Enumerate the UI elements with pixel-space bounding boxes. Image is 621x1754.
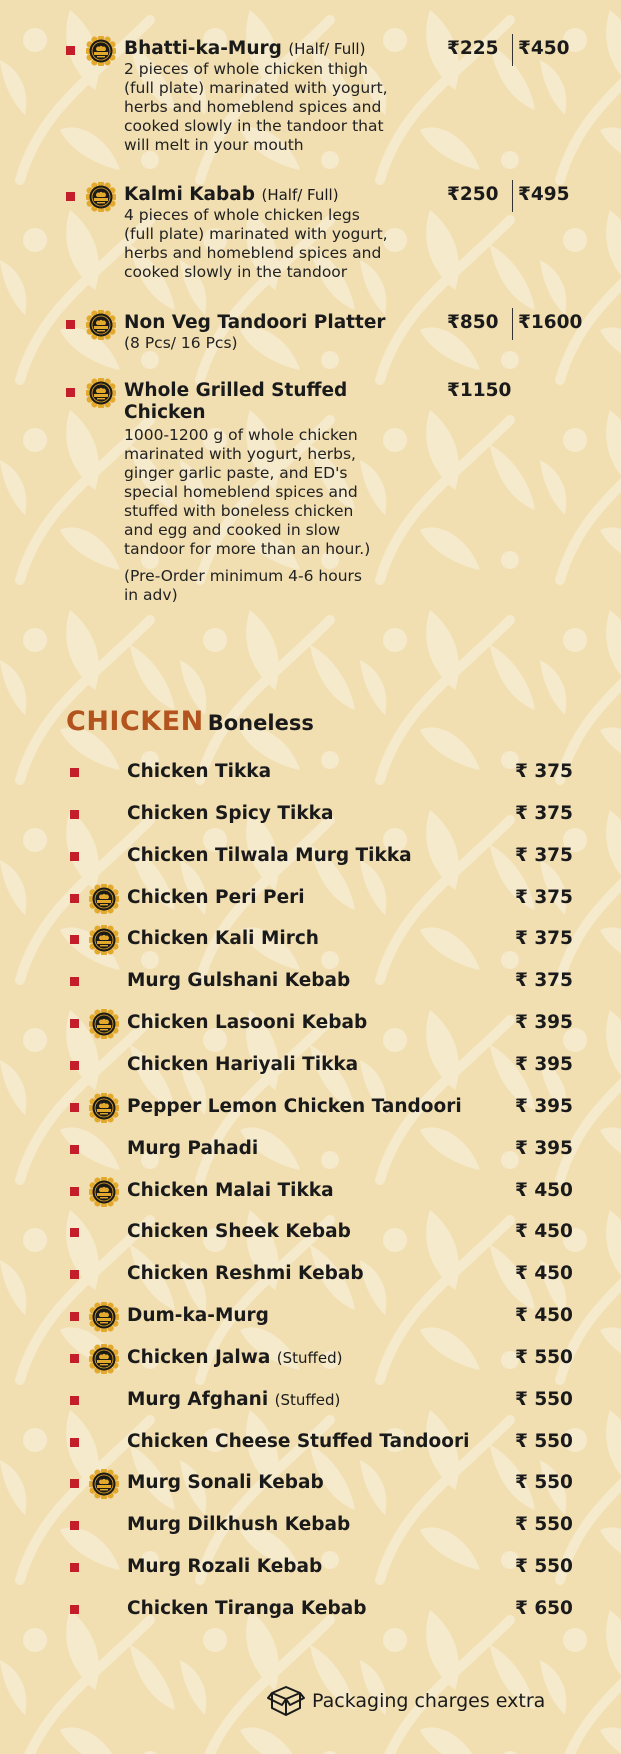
price-half: ₹850 bbox=[447, 312, 499, 333]
menu-item bbox=[0, 1177, 621, 1207]
bullet-marker bbox=[70, 1187, 79, 1196]
bullet-marker bbox=[70, 1019, 79, 1028]
bullet-marker bbox=[66, 320, 75, 329]
item-name: Chicken Tikka bbox=[127, 761, 272, 782]
item-name: Whole Grilled Stuffed Chicken bbox=[124, 380, 348, 423]
chef-special-badge-icon bbox=[89, 1177, 119, 1207]
item-name: Chicken Spicy Tikka bbox=[127, 803, 334, 824]
portion-label: (8 Pcs/ 16 Pcs) bbox=[124, 334, 238, 352]
price-divider bbox=[512, 308, 513, 340]
item-name: Murg Gulshani Kebab bbox=[127, 970, 351, 991]
bullet-marker bbox=[70, 1145, 79, 1154]
bullet-marker bbox=[70, 852, 79, 861]
item-name: Murg Pahadi bbox=[127, 1138, 259, 1159]
item-description: 1000-1200 g of whole chicken marinated with yogurt, herbs, ginger garlic paste, and ED's special homeblend spices and stuffed with boneless chicken and egg and cooked in slow tandoor for more than an hour.) bbox=[124, 426, 371, 558]
item-note: (Pre-Order minimum 4-6 hours in adv) bbox=[124, 567, 362, 604]
item-price: ₹ 550 bbox=[515, 1472, 573, 1493]
menu-item bbox=[0, 1260, 621, 1290]
chef-special-badge-icon bbox=[86, 36, 116, 66]
menu-item bbox=[0, 1051, 621, 1081]
item-name: Chicken Tiranga Kebab bbox=[127, 1598, 367, 1619]
item-name: Chicken Tilwala Murg Tikka bbox=[127, 845, 412, 866]
bullet-marker bbox=[70, 1479, 79, 1488]
item-price: ₹ 450 bbox=[515, 1221, 573, 1242]
menu-item bbox=[0, 1093, 621, 1123]
chef-special-badge-icon bbox=[86, 378, 116, 408]
footer-note bbox=[264, 1684, 584, 1718]
item-price: ₹ 650 bbox=[515, 1598, 573, 1619]
item-name: Chicken Cheese Stuffed Tandoori bbox=[127, 1431, 470, 1452]
item-name: Chicken Lasooni Kebab bbox=[127, 1012, 368, 1033]
bullet-marker bbox=[70, 1312, 79, 1321]
bullet-marker bbox=[70, 1521, 79, 1530]
item-name: Dum-ka-Murg bbox=[127, 1305, 269, 1326]
item-price: ₹ 395 bbox=[515, 1138, 573, 1159]
menu-item bbox=[0, 1428, 621, 1458]
menu-item bbox=[0, 1302, 621, 1332]
menu-item bbox=[0, 1553, 621, 1583]
portion-label: (Half/ Full) bbox=[261, 186, 339, 204]
bullet-marker bbox=[70, 1354, 79, 1363]
item-name: Murg Afghani (Stuffed) bbox=[127, 1389, 341, 1410]
item-name: Murg Sonali Kebab bbox=[127, 1472, 324, 1493]
item-price: ₹ 375 bbox=[515, 887, 573, 908]
price-half: ₹250 bbox=[447, 184, 499, 205]
bullet-marker bbox=[70, 810, 79, 819]
section-subtitle: Boneless bbox=[207, 711, 314, 735]
menu-item bbox=[0, 1386, 621, 1416]
chef-special-badge-icon bbox=[89, 884, 119, 914]
item-price: ₹ 550 bbox=[515, 1431, 573, 1452]
chef-special-badge-icon bbox=[89, 1344, 119, 1374]
chef-special-badge-icon bbox=[89, 1009, 119, 1039]
menu-item bbox=[0, 1344, 621, 1374]
item-name: Chicken Jalwa (Stuffed) bbox=[127, 1347, 343, 1368]
item-price: ₹ 375 bbox=[515, 928, 573, 949]
item-name: Murg Rozali Kebab bbox=[127, 1556, 323, 1577]
portion-label: (Half/ Full) bbox=[288, 40, 366, 58]
bullet-marker bbox=[66, 46, 75, 55]
bullet-marker bbox=[70, 977, 79, 986]
bullet-marker bbox=[66, 192, 75, 201]
bullet-marker bbox=[70, 1228, 79, 1237]
price-divider bbox=[512, 180, 513, 212]
item-name: Chicken Reshmi Kebab bbox=[127, 1263, 364, 1284]
item-name: Bhatti-ka-Murg (Half/ Full) bbox=[124, 38, 366, 59]
item-price: ₹ 375 bbox=[515, 845, 573, 866]
item-price: ₹ 395 bbox=[515, 1012, 573, 1033]
item-name: Chicken Malai Tikka bbox=[127, 1180, 334, 1201]
menu-item bbox=[0, 1511, 621, 1541]
chef-special-badge-icon bbox=[89, 1302, 119, 1332]
item-price: ₹ 450 bbox=[515, 1180, 573, 1201]
menu-item bbox=[0, 1469, 621, 1499]
bullet-marker bbox=[70, 1605, 79, 1614]
menu-item bbox=[0, 1595, 621, 1625]
price-half: ₹225 bbox=[447, 38, 499, 59]
bullet-marker bbox=[70, 768, 79, 777]
item-price: ₹ 450 bbox=[515, 1305, 573, 1326]
bullet-marker bbox=[70, 1563, 79, 1572]
item-name: Chicken Sheek Kebab bbox=[127, 1221, 351, 1242]
item-price: ₹ 375 bbox=[515, 803, 573, 824]
item-price: ₹ 550 bbox=[515, 1556, 573, 1577]
item-price: ₹ 450 bbox=[515, 1263, 573, 1284]
bullet-marker bbox=[70, 1396, 79, 1405]
menu-item bbox=[0, 967, 621, 997]
item-name: Murg Dilkhush Kebab bbox=[127, 1514, 351, 1535]
item-sub-label: (Stuffed) bbox=[274, 1391, 341, 1409]
footer-text: Packaging charges extra bbox=[312, 1690, 546, 1712]
price-full: ₹450 bbox=[518, 38, 570, 59]
item-price: ₹ 550 bbox=[515, 1347, 573, 1368]
item-price: ₹ 375 bbox=[515, 761, 573, 782]
menu-item bbox=[0, 842, 621, 872]
chef-special-badge-icon bbox=[89, 1469, 119, 1499]
bullet-marker bbox=[70, 935, 79, 944]
chef-special-badge-icon bbox=[86, 310, 116, 340]
menu-item bbox=[0, 1009, 621, 1039]
menu-item bbox=[0, 884, 621, 914]
item-name: Chicken Peri Peri bbox=[127, 887, 305, 908]
item-price: ₹ 395 bbox=[515, 1096, 573, 1117]
chef-special-badge-icon bbox=[89, 1093, 119, 1123]
item-description: 4 pieces of whole chicken legs (full plate) marinated with yogurt, herbs and homeblend spices and cooked slowly in the tandoor bbox=[124, 206, 388, 281]
bullet-marker bbox=[66, 388, 75, 397]
menu-item bbox=[0, 800, 621, 830]
bullet-marker bbox=[70, 1103, 79, 1112]
item-price: ₹ 395 bbox=[515, 1054, 573, 1075]
bullet-marker bbox=[70, 1270, 79, 1279]
package-box-icon bbox=[266, 1684, 306, 1718]
item-name: Kalmi Kabab (Half/ Full) bbox=[124, 184, 339, 205]
bullet-marker bbox=[70, 1061, 79, 1070]
item-name: Non Veg Tandoori Platter bbox=[124, 312, 386, 333]
item-price: ₹ 375 bbox=[515, 970, 573, 991]
item-price: ₹ 550 bbox=[515, 1514, 573, 1535]
price-divider bbox=[512, 34, 513, 66]
section-title: CHICKEN bbox=[66, 706, 204, 737]
price-full: ₹495 bbox=[518, 184, 570, 205]
menu-item bbox=[0, 1135, 621, 1165]
chef-special-badge-icon bbox=[89, 925, 119, 955]
chef-special-badge-icon bbox=[86, 182, 116, 212]
menu-item bbox=[0, 1218, 621, 1248]
bullet-marker bbox=[70, 1438, 79, 1447]
item-name: Pepper Lemon Chicken Tandoori bbox=[127, 1096, 462, 1117]
menu-item bbox=[0, 758, 621, 788]
price-full: ₹1600 bbox=[518, 312, 583, 333]
item-name: Chicken Kali Mirch bbox=[127, 928, 319, 949]
item-name: Chicken Hariyali Tikka bbox=[127, 1054, 359, 1075]
section-heading bbox=[66, 706, 314, 737]
menu-item bbox=[0, 925, 621, 955]
item-sub-label: (Stuffed) bbox=[276, 1349, 343, 1367]
item-description: 2 pieces of whole chicken thigh (full plate) marinated with yogurt, herbs and homeblend spices and cooked slowly in the tandoor that will melt in your mouth bbox=[124, 60, 388, 154]
item-price: ₹ 550 bbox=[515, 1389, 573, 1410]
price: ₹1150 bbox=[447, 380, 512, 401]
bullet-marker bbox=[70, 894, 79, 903]
